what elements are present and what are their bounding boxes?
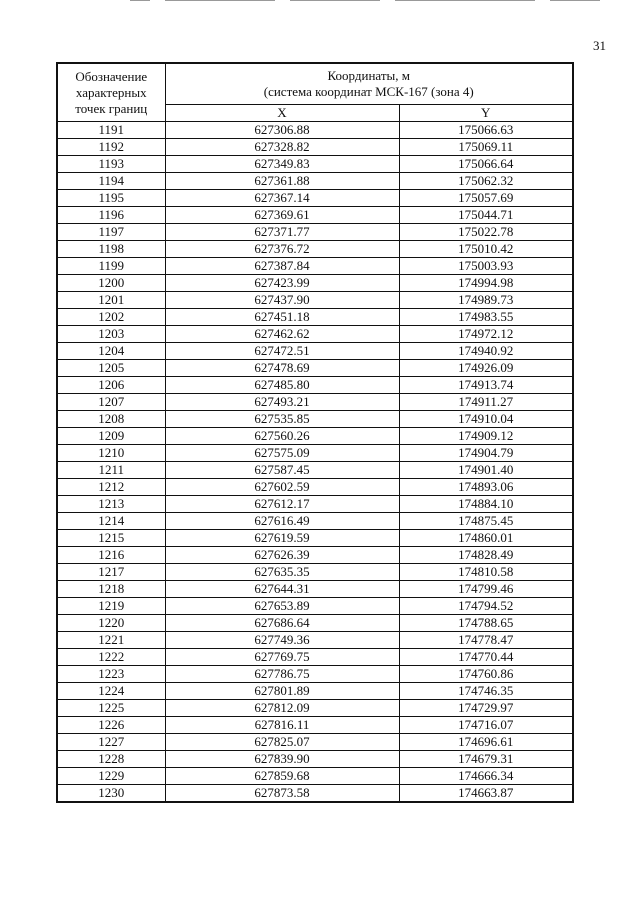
table-row bbox=[57, 173, 573, 190]
table-row bbox=[57, 343, 573, 360]
point-number-cell: 1225 bbox=[57, 700, 165, 717]
table-row bbox=[57, 326, 573, 343]
point-number-cell: 1205 bbox=[57, 360, 165, 377]
table-row bbox=[57, 717, 573, 734]
point-number-cell: 1222 bbox=[57, 649, 165, 666]
point-number-cell: 1191 bbox=[57, 122, 165, 139]
y-coordinate-cell: 174778.47 bbox=[399, 632, 573, 649]
x-coordinate-cell: 627349.83 bbox=[165, 156, 399, 173]
table-row bbox=[57, 139, 573, 156]
y-coordinate-cell: 174729.97 bbox=[399, 700, 573, 717]
point-number-cell: 1213 bbox=[57, 496, 165, 513]
x-coordinate-cell: 627786.75 bbox=[165, 666, 399, 683]
point-number-cell: 1207 bbox=[57, 394, 165, 411]
table-row bbox=[57, 445, 573, 462]
x-coordinate-cell: 627367.14 bbox=[165, 190, 399, 207]
x-coordinate-cell: 627462.62 bbox=[165, 326, 399, 343]
point-number-cell: 1212 bbox=[57, 479, 165, 496]
table-row bbox=[57, 411, 573, 428]
y-coordinate-cell: 174994.98 bbox=[399, 275, 573, 292]
x-coordinate-cell: 627361.88 bbox=[165, 173, 399, 190]
y-coordinate-cell: 174746.35 bbox=[399, 683, 573, 700]
x-coordinate-cell: 627686.64 bbox=[165, 615, 399, 632]
y-coordinate-cell: 174910.04 bbox=[399, 411, 573, 428]
table-row bbox=[57, 666, 573, 683]
x-coordinate-cell: 627612.17 bbox=[165, 496, 399, 513]
y-coordinate-cell: 174696.61 bbox=[399, 734, 573, 751]
point-number-cell: 1198 bbox=[57, 241, 165, 258]
x-coordinate-cell: 627859.68 bbox=[165, 768, 399, 785]
x-coordinate-cell: 627575.09 bbox=[165, 445, 399, 462]
point-number-cell: 1196 bbox=[57, 207, 165, 224]
table-row bbox=[57, 768, 573, 785]
point-designation-header: Обозначение характерных точек границ bbox=[57, 63, 165, 122]
table-row bbox=[57, 462, 573, 479]
point-number-cell: 1194 bbox=[57, 173, 165, 190]
point-number-cell: 1203 bbox=[57, 326, 165, 343]
x-coordinate-cell: 627825.07 bbox=[165, 734, 399, 751]
table-row bbox=[57, 292, 573, 309]
y-coordinate-cell: 174901.40 bbox=[399, 462, 573, 479]
y-coordinate-cell: 174904.79 bbox=[399, 445, 573, 462]
y-coordinate-cell: 174679.31 bbox=[399, 751, 573, 768]
table-row bbox=[57, 564, 573, 581]
table-row bbox=[57, 649, 573, 666]
y-coordinate-cell: 174989.73 bbox=[399, 292, 573, 309]
table-row bbox=[57, 547, 573, 564]
x-coordinate-cell: 627451.18 bbox=[165, 309, 399, 326]
table-row bbox=[57, 207, 573, 224]
x-coordinate-cell: 627369.61 bbox=[165, 207, 399, 224]
point-number-cell: 1217 bbox=[57, 564, 165, 581]
x-coordinate-cell: 627635.35 bbox=[165, 564, 399, 581]
table-row bbox=[57, 428, 573, 445]
page-number: 31 bbox=[593, 38, 606, 53]
x-coordinate-cell: 627485.80 bbox=[165, 377, 399, 394]
table-row bbox=[57, 360, 573, 377]
x-coordinate-cell: 627328.82 bbox=[165, 139, 399, 156]
table-row bbox=[57, 122, 573, 139]
x-coordinate-cell: 627839.90 bbox=[165, 751, 399, 768]
coordinate-system-label: (система координат МСК-167 (зона 4) bbox=[263, 84, 474, 99]
x-coordinate-cell: 627387.84 bbox=[165, 258, 399, 275]
y-coordinate-cell: 174860.01 bbox=[399, 530, 573, 547]
table-header-row bbox=[57, 63, 573, 105]
point-number-cell: 1220 bbox=[57, 615, 165, 632]
table-row bbox=[57, 479, 573, 496]
table-row bbox=[57, 190, 573, 207]
scan-edge-line bbox=[165, 0, 275, 1]
x-coordinate-cell: 627376.72 bbox=[165, 241, 399, 258]
y-coordinate-cell: 175057.69 bbox=[399, 190, 573, 207]
y-coordinate-cell: 174875.45 bbox=[399, 513, 573, 530]
table-row bbox=[57, 785, 573, 803]
y-coordinate-cell: 174794.52 bbox=[399, 598, 573, 615]
table-row bbox=[57, 683, 573, 700]
x-coordinate-cell: 627619.59 bbox=[165, 530, 399, 547]
point-number-cell: 1214 bbox=[57, 513, 165, 530]
point-number-cell: 1210 bbox=[57, 445, 165, 462]
point-number-cell: 1200 bbox=[57, 275, 165, 292]
point-number-cell: 1224 bbox=[57, 683, 165, 700]
point-number-cell: 1221 bbox=[57, 632, 165, 649]
x-coordinate-cell: 627472.51 bbox=[165, 343, 399, 360]
point-number-cell: 1219 bbox=[57, 598, 165, 615]
point-number-cell: 1226 bbox=[57, 717, 165, 734]
point-number-cell: 1193 bbox=[57, 156, 165, 173]
table-row bbox=[57, 513, 573, 530]
x-coordinate-cell: 627653.89 bbox=[165, 598, 399, 615]
y-coordinate-cell: 175066.64 bbox=[399, 156, 573, 173]
x-coordinate-cell: 627873.58 bbox=[165, 785, 399, 803]
y-coordinate-cell: 174663.87 bbox=[399, 785, 573, 803]
point-number-cell: 1227 bbox=[57, 734, 165, 751]
y-coordinate-cell: 175044.71 bbox=[399, 207, 573, 224]
point-number-cell: 1229 bbox=[57, 768, 165, 785]
table-row bbox=[57, 598, 573, 615]
y-coordinate-cell: 174810.58 bbox=[399, 564, 573, 581]
table-row bbox=[57, 224, 573, 241]
y-coordinate-cell: 175022.78 bbox=[399, 224, 573, 241]
x-coordinate-cell: 627437.90 bbox=[165, 292, 399, 309]
y-coordinate-cell: 174926.09 bbox=[399, 360, 573, 377]
point-number-cell: 1228 bbox=[57, 751, 165, 768]
y-coordinate-cell: 174788.65 bbox=[399, 615, 573, 632]
coordinates-title: Координаты, м bbox=[327, 68, 410, 83]
point-number-cell: 1211 bbox=[57, 462, 165, 479]
point-number-cell: 1204 bbox=[57, 343, 165, 360]
x-coordinate-cell: 627306.88 bbox=[165, 122, 399, 139]
y-column-header: Y bbox=[399, 105, 573, 122]
table-row bbox=[57, 241, 573, 258]
x-coordinate-cell: 627560.26 bbox=[165, 428, 399, 445]
x-coordinate-cell: 627602.59 bbox=[165, 479, 399, 496]
x-coordinate-cell: 627493.21 bbox=[165, 394, 399, 411]
point-number-cell: 1206 bbox=[57, 377, 165, 394]
table-row bbox=[57, 632, 573, 649]
table-row bbox=[57, 581, 573, 598]
x-column-header: X bbox=[165, 105, 399, 122]
y-coordinate-cell: 174770.44 bbox=[399, 649, 573, 666]
point-number-cell: 1199 bbox=[57, 258, 165, 275]
x-coordinate-cell: 627812.09 bbox=[165, 700, 399, 717]
table-row bbox=[57, 275, 573, 292]
scan-edge-line bbox=[395, 0, 535, 1]
scan-edge-line bbox=[130, 0, 150, 1]
x-coordinate-cell: 627535.85 bbox=[165, 411, 399, 428]
point-number-cell: 1202 bbox=[57, 309, 165, 326]
table-row bbox=[57, 615, 573, 632]
point-number-cell: 1201 bbox=[57, 292, 165, 309]
y-coordinate-cell: 174716.07 bbox=[399, 717, 573, 734]
scan-edge-line bbox=[550, 0, 600, 1]
point-number-cell: 1195 bbox=[57, 190, 165, 207]
y-coordinate-cell: 174760.86 bbox=[399, 666, 573, 683]
point-number-cell: 1209 bbox=[57, 428, 165, 445]
y-coordinate-cell: 174983.55 bbox=[399, 309, 573, 326]
point-number-cell: 1223 bbox=[57, 666, 165, 683]
y-coordinate-cell: 175069.11 bbox=[399, 139, 573, 156]
scan-edge-line bbox=[290, 0, 380, 1]
table-row bbox=[57, 258, 573, 275]
coordinates-header bbox=[165, 63, 573, 105]
table-row bbox=[57, 394, 573, 411]
y-coordinate-cell: 174666.34 bbox=[399, 768, 573, 785]
y-coordinate-cell: 174940.92 bbox=[399, 343, 573, 360]
x-coordinate-cell: 627749.36 bbox=[165, 632, 399, 649]
x-coordinate-cell: 627626.39 bbox=[165, 547, 399, 564]
point-number-cell: 1197 bbox=[57, 224, 165, 241]
point-number-cell: 1208 bbox=[57, 411, 165, 428]
x-coordinate-cell: 627423.99 bbox=[165, 275, 399, 292]
y-coordinate-cell: 175010.42 bbox=[399, 241, 573, 258]
x-coordinate-cell: 627478.69 bbox=[165, 360, 399, 377]
y-coordinate-cell: 174909.12 bbox=[399, 428, 573, 445]
y-coordinate-cell: 174893.06 bbox=[399, 479, 573, 496]
point-number-cell: 1192 bbox=[57, 139, 165, 156]
y-coordinate-cell: 175062.32 bbox=[399, 173, 573, 190]
x-coordinate-cell: 627801.89 bbox=[165, 683, 399, 700]
x-coordinate-cell: 627616.49 bbox=[165, 513, 399, 530]
table-row bbox=[57, 751, 573, 768]
table-row bbox=[57, 496, 573, 513]
table-row bbox=[57, 156, 573, 173]
y-coordinate-cell: 174911.27 bbox=[399, 394, 573, 411]
point-number-cell: 1215 bbox=[57, 530, 165, 547]
coordinates-table bbox=[56, 62, 574, 803]
y-coordinate-cell: 174972.12 bbox=[399, 326, 573, 343]
y-coordinate-cell: 174828.49 bbox=[399, 547, 573, 564]
table-row bbox=[57, 734, 573, 751]
table-row bbox=[57, 700, 573, 717]
table-row bbox=[57, 377, 573, 394]
y-coordinate-cell: 174799.46 bbox=[399, 581, 573, 598]
y-coordinate-cell: 175066.63 bbox=[399, 122, 573, 139]
x-coordinate-cell: 627371.77 bbox=[165, 224, 399, 241]
y-coordinate-cell: 174884.10 bbox=[399, 496, 573, 513]
table-row bbox=[57, 530, 573, 547]
coordinates-table-body bbox=[57, 122, 573, 803]
point-number-cell: 1218 bbox=[57, 581, 165, 598]
point-number-cell: 1230 bbox=[57, 785, 165, 803]
point-number-cell: 1216 bbox=[57, 547, 165, 564]
x-coordinate-cell: 627644.31 bbox=[165, 581, 399, 598]
x-coordinate-cell: 627769.75 bbox=[165, 649, 399, 666]
y-coordinate-cell: 175003.93 bbox=[399, 258, 573, 275]
y-coordinate-cell: 174913.74 bbox=[399, 377, 573, 394]
x-coordinate-cell: 627587.45 bbox=[165, 462, 399, 479]
x-coordinate-cell: 627816.11 bbox=[165, 717, 399, 734]
table-row bbox=[57, 309, 573, 326]
